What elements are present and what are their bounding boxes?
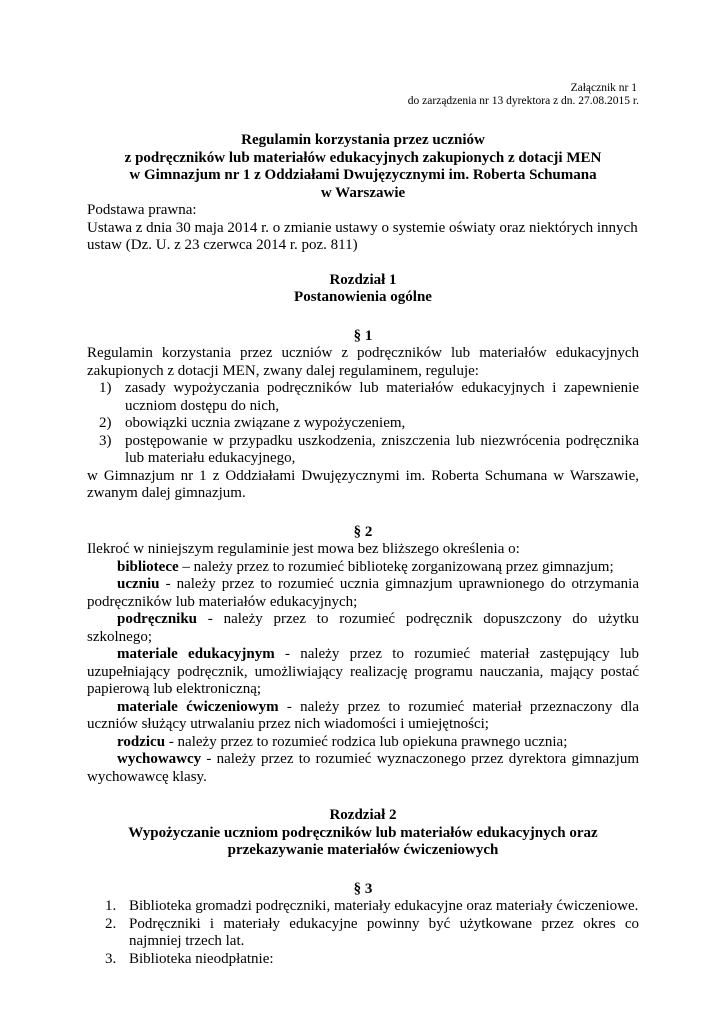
definition-term: bibliotece — [117, 558, 179, 575]
definition — [87, 646, 639, 699]
chapter-title: Postanowienia ogólne — [294, 289, 432, 305]
list-item — [87, 415, 639, 433]
attachment-reference: do zarządzenia nr 13 dyrektora z dn. 27.08.2015 r. — [407, 95, 639, 107]
list-number: 2. — [105, 915, 117, 932]
section-2 — [87, 524, 639, 787]
definition-text: – należy przez to rozumieć bibliotekę zorganizowaną przez gimnazjum; — [178, 558, 614, 575]
list-number: 1) — [99, 380, 112, 396]
legal-basis-label: Podstawa prawna: — [87, 202, 197, 218]
definition-term: podręczniku — [117, 611, 198, 627]
list-item — [87, 916, 639, 951]
definition — [87, 699, 639, 734]
definition-term: materiale edukacyjnym — [117, 646, 275, 662]
title-line: z podręczników lub materiałów edukacyjnych zakupionych z dotacji MEN — [124, 149, 602, 166]
chapter-1-heading — [87, 272, 639, 307]
legal-basis-text: ustaw (Dz. U. z 23 czerwca 2014 r. poz. 811) — [87, 237, 358, 253]
section-3 — [87, 881, 639, 969]
legal-basis-text: Ustawa z dnia 30 maja 2014 r. o zmianie ustawy o systemie oświaty oraz niektórych innych — [87, 219, 638, 236]
definition-text: - należy przez to rozumieć wyznaczonego przez dyrektora gimnazjum wychowawcę klasy. — [87, 751, 639, 785]
definition-term: materiale ćwiczeniowym — [117, 698, 279, 715]
list-item — [87, 951, 639, 969]
chapter-2-heading — [87, 807, 639, 860]
chapter-title: przekazywanie materiałów ćwiczeniowych — [227, 842, 499, 858]
definition — [87, 734, 639, 752]
definition-term: wychowawcy — [117, 751, 202, 767]
definition-text: - należy przez to rozumieć materiał zastępujący lub uzupełniający podręcznik, umożliwiający realizację programu nauczania, mający postać papierową lub elektroniczną; — [87, 646, 639, 697]
section-intro: Ilekroć w niniejszym regulaminie jest mowa bez bliższego określenia o: — [87, 541, 520, 557]
legal-basis — [87, 202, 639, 255]
title-line: w Gimnazjum nr 1 z Oddziałami Dwujęzycznymi im. Roberta Schumana — [129, 167, 597, 183]
definition-text: - należy przez to rozumieć rodzica lub opiekuna prawnego ucznia; — [165, 733, 568, 750]
list-text: zasady wypożyczania podręczników lub materiałów edukacyjnych i zapewnienie uczniom dostępu do nich, — [125, 380, 639, 414]
list-text: postępowanie w przypadku uszkodzenia, zniszczenia lub niezwrócenia podręcznika lub materiału edukacyjnego, — [125, 432, 639, 466]
definition-text: - należy przez to rozumieć ucznia gimnazjum uprawnionego do otrzymania podręczników lub materiałów edukacyjnych; — [87, 576, 639, 610]
definition — [87, 559, 639, 577]
attachment-note — [87, 82, 639, 108]
title-line: w Warszawie — [320, 184, 406, 201]
list-item — [87, 433, 639, 468]
attachment-number: Załącznik nr 1 — [570, 82, 637, 94]
definition-term: rodzicu — [117, 733, 166, 750]
definition — [87, 611, 639, 646]
list-item — [87, 380, 639, 415]
document-page — [87, 82, 639, 968]
title-line: Regulamin korzystania przez uczniów — [241, 132, 485, 148]
section-symbol: § 3 — [353, 880, 373, 897]
definition — [87, 751, 639, 786]
definition-text: - należy przez to rozumieć podręcznik dopuszczony do użytku szkolnego; — [87, 611, 639, 645]
list-text: Podręczniki i materiały edukacyjne powinny być użytkowane przez okres co najmniej trzech lat. — [129, 915, 639, 949]
document-title — [87, 132, 639, 202]
list-text: Biblioteka gromadzi podręczniki, materiały edukacyjne oraz materiały ćwiczeniowe. — [129, 898, 639, 914]
definition-term: uczniu — [117, 576, 160, 592]
chapter-number: Rozdział 1 — [329, 271, 397, 288]
list-text: obowiązki ucznia związane z wypożyczeniem, — [125, 415, 406, 431]
list-text: Biblioteka nieodpłatnie: — [129, 950, 274, 967]
section-symbol: § 2 — [353, 523, 373, 540]
section-1 — [87, 328, 639, 503]
list-number: 2) — [99, 415, 112, 431]
list-item — [87, 898, 639, 916]
section-outro: w Gimnazjum nr 1 z Oddziałami Dwujęzycznymi im. Roberta Schumana w Warszawie, zwanym dalej gimnazjum. — [87, 467, 639, 501]
chapter-title: Wypożyczanie uczniom podręczników lub materiałów edukacyjnych oraz — [128, 824, 598, 841]
list-number: 1. — [105, 898, 117, 914]
definition-text: - należy przez to rozumieć materiał przeznaczony dla uczniów służący utrwalaniu przez nich wiadomości i umiejętności; — [87, 698, 639, 732]
list-number: 3. — [105, 950, 117, 967]
section-symbol: § 1 — [353, 327, 373, 344]
section-intro: Regulamin korzystania przez uczniów z podręczników lub materiałów edukacyjnych zakupionych z dotacji MEN, zwany dalej regulaminem, reguluje: — [87, 345, 639, 379]
list-number: 3) — [99, 432, 112, 449]
chapter-number: Rozdział 2 — [329, 807, 397, 823]
definition — [87, 576, 639, 611]
